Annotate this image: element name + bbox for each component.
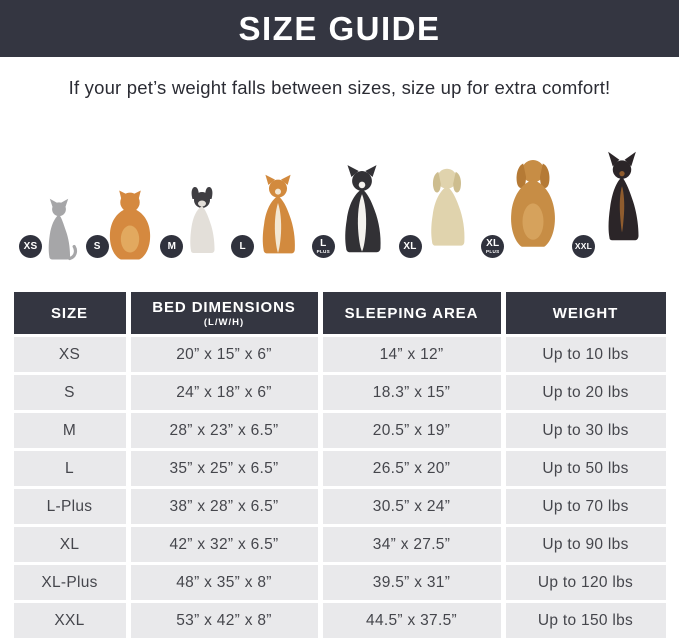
table-cell: Up to 10 lbs xyxy=(506,337,666,372)
column-header-size: SIZE xyxy=(14,292,126,334)
table-cell: Up to 20 lbs xyxy=(506,375,666,410)
table-cell: XL-Plus xyxy=(14,565,126,600)
size-badge-m: M xyxy=(160,235,183,258)
animal-xxl xyxy=(574,133,655,263)
animal-xl xyxy=(403,149,478,263)
table-cell: 38” x 28” x 6.5” xyxy=(131,489,318,524)
doberman-illustration xyxy=(589,133,655,263)
animal-l-plus xyxy=(316,157,395,263)
size-badge-s: S xyxy=(86,235,109,258)
table-cell: 34” x 27.5” xyxy=(323,527,501,562)
table-cell: 39.5” x 31” xyxy=(323,565,501,600)
table-cell: 24” x 18” x 6” xyxy=(131,375,318,410)
table-cell: 26.5” x 20” xyxy=(323,451,501,486)
pomeranian-illustration xyxy=(103,187,157,263)
size-badge-xl-plus: XL PLUS xyxy=(481,235,504,258)
animal-m xyxy=(167,179,227,263)
size-badge-xl: XL xyxy=(399,235,422,258)
table-cell: 48” x 35” x 8” xyxy=(131,565,318,600)
table-cell: 20.5” x 19” xyxy=(323,413,501,448)
table-cell: M xyxy=(14,413,126,448)
table-cell: Up to 150 lbs xyxy=(506,603,666,638)
cat-illustration xyxy=(36,197,82,263)
table-cell: L-Plus xyxy=(14,489,126,524)
table-cell: Up to 70 lbs xyxy=(506,489,666,524)
animal-s xyxy=(93,187,157,263)
table-cell: 35” x 25” x 6.5” xyxy=(131,451,318,486)
column-header-weight: WEIGHT xyxy=(506,292,666,334)
size-badge-l-plus: L PLUS xyxy=(312,235,335,258)
table-cell: 20” x 15” x 6” xyxy=(131,337,318,372)
size-badge-xxl: XXL xyxy=(572,235,595,258)
table-cell: 14” x 12” xyxy=(323,337,501,372)
french-bulldog-illustration xyxy=(177,179,227,263)
table-cell: XS xyxy=(14,337,126,372)
size-badge-l: L xyxy=(231,235,254,258)
subtitle: If your pet’s weight falls between sizes, size up for extra comfort! xyxy=(68,77,611,98)
table-cell: S xyxy=(14,375,126,410)
pet-size-lineup xyxy=(23,111,655,263)
column-header-sleeping-area: SLEEPING AREA xyxy=(323,292,501,334)
animal-xl-plus xyxy=(485,141,568,263)
column-header-bed-dimensions: BED DIMENSIONS (L/W/H) xyxy=(131,292,318,334)
table-cell: Up to 30 lbs xyxy=(506,413,666,448)
table-cell: 44.5” x 37.5” xyxy=(323,603,501,638)
banner xyxy=(0,0,679,57)
table-cell: 18.3” x 15” xyxy=(323,375,501,410)
table-cell: L xyxy=(14,451,126,486)
size-badge-xs: XS xyxy=(19,235,42,258)
page-title: SIZE GUIDE xyxy=(238,9,441,47)
table-cell: 53” x 42” x 8” xyxy=(131,603,318,638)
table-cell: XXL xyxy=(14,603,126,638)
table-cell: Up to 120 lbs xyxy=(506,565,666,600)
shiba-inu-illustration xyxy=(248,167,308,263)
animal-xs xyxy=(23,197,82,263)
animal-l xyxy=(239,167,308,263)
size-table xyxy=(14,292,666,638)
labrador-illustration xyxy=(416,149,478,263)
golden-retriever-illustration xyxy=(498,141,568,263)
border-collie-illustration xyxy=(329,157,395,263)
table-cell: 28” x 23” x 6.5” xyxy=(131,413,318,448)
table-cell: Up to 90 lbs xyxy=(506,527,666,562)
table-cell: XL xyxy=(14,527,126,562)
table-cell: Up to 50 lbs xyxy=(506,451,666,486)
table-cell: 42” x 32” x 6.5” xyxy=(131,527,318,562)
table-cell: 30.5” x 24” xyxy=(323,489,501,524)
